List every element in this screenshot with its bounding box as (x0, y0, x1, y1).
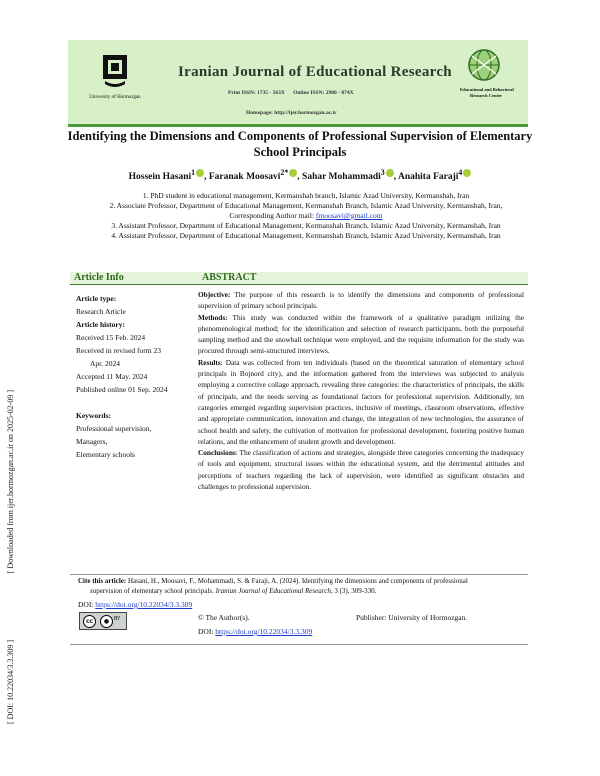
globe-emblem-icon (467, 48, 501, 82)
author-name: Sahar Mohammadi (302, 172, 381, 183)
copyright: © The Author(s). (198, 613, 250, 622)
article-title: Identifying the Dimensions and Components of Professional Supervision of Elementary School Principals (67, 129, 533, 159)
orcid-icon[interactable] (386, 169, 394, 177)
article-history-label: Article history: (76, 320, 125, 329)
orcid-icon[interactable] (289, 169, 297, 177)
article-info-header: Article Info (70, 272, 198, 285)
orcid-icon[interactable] (196, 169, 204, 177)
citation-doi: DOI: https://doi.org/10.22034/3.3.309 (78, 600, 193, 609)
abstract-conclusions: Conclusions: The classification of actions and strategies, alongside three categories concerning the inadequacy of tools and equipment, structural issues within the educational system, and the detrimental attitudes and perceptions of teachers regarding the lack of supervision, were identified as significant obstacles and challenges to professional supervision. (198, 448, 524, 492)
received-date: Received 15 Feb. 2024 (76, 333, 146, 342)
author-sup: 4 (458, 168, 463, 177)
abstract-methods: Methods: This study was conducted within the framework of a qualitative paradigm utilizing the phenomenological method; for the identification and selection of research participants, both the purposeful sampling method and the snowball technique were employed, and the requisite information for the study was procured through semi-structured interviews. (198, 312, 524, 356)
university-logo (86, 54, 144, 100)
abstract-results: Results: Data was collected from ten individuals (based on the theoretical saturation of elementary school principals in Bojnord city), and the information gathered from the interviews was subjected to analysis employing a corrective collage approach, revealing three categories: the characteristics of principals, the skills of principals, and the needs serving as foundational factors for professional supervision. Additionally, ten categories emerged regarding supervision practices, inclusive of meetings, classroom observations, effective and appropriate communication, innovation and change, the integration of new technologies, the assurance of school health and safety, the cultivation of motivation for professional development, fostering positive human relations, and the enhancement of student growth and development. (198, 357, 524, 446)
abstract-header: ABSTRACT (198, 272, 528, 285)
published-date: Published online 01 Sep. 2024 (76, 385, 168, 394)
affiliation-item: 3. Assistant Professor, Department of Educational Management, Kermanshah Branch, Islamic Azad University, Kermanshah, Iran (111, 221, 501, 230)
print-issn: Print ISSN: 1735 - 563X (228, 90, 285, 96)
article-type-value: Research Article (76, 307, 126, 316)
author-list: Hossein Hasani$^1$ , Faranak Moosavi$^{2*}$ , Sahar Mohammadi$^3$ , Anahita Faraji$^4$ (60, 168, 540, 182)
journal-title: Iranian Journal of Educational Research (178, 64, 452, 80)
cc-license-badge[interactable] (79, 612, 127, 630)
keywords-label: Keywords: (76, 411, 111, 420)
issn-line (228, 90, 354, 96)
doi-link[interactable]: https://doi.org/10.22034/3.3.309 (95, 600, 193, 609)
cc-icon: cc (83, 615, 96, 628)
author-name: Hossein Hasani (128, 172, 192, 183)
orcid-icon[interactable] (463, 169, 471, 177)
by-label: BY (114, 616, 121, 622)
by-person-icon: ● (100, 615, 113, 628)
citation: Cite this article: Hasani, H., Moosavi, F., Mohammadi, S. & Faraji, A. (2024). Identifying the dimensions and components of professional supervision of elementary school principals. Iranian Journal of Educational Research, 3 (3), 309-330. (78, 577, 468, 595)
center-caption-2: Research Center (470, 93, 503, 98)
article-type-label: Article type: (76, 294, 117, 303)
accepted-date: Accepted 11 May. 2024 (76, 372, 148, 381)
keyword: Elementary schools (76, 450, 135, 459)
revised-date: Received in revised form 23 (76, 346, 161, 355)
author-sup: 2* (280, 168, 289, 177)
author-sup: 1 (191, 168, 196, 177)
online-issn: Online ISSN: 2980 - 874X (293, 90, 354, 96)
affiliation-item: 4. Assistant Professor, Department of Educational Management, Kermanshah Branch, Islamic Azad University, Kermanshah, Iran (111, 231, 501, 240)
abstract-objective: Objective: The purpose of this research is to identify the dimensions and components of professional supervision of primary school principals. (198, 290, 524, 311)
author-sup: 3 (380, 168, 385, 177)
university-caption: University of Hormozgan (89, 95, 141, 100)
side-note-doi: [ DOI: 10.22034/3.3.309 ] (6, 640, 15, 724)
keyword: Professional supervision, (76, 424, 152, 433)
citation-label: Cite this article: (78, 577, 127, 585)
doi-link[interactable]: https://doi.org/10.22034/3.3.309 (215, 627, 313, 636)
author-name: Faranak Moosavi (208, 172, 281, 183)
journal-banner (68, 40, 528, 127)
research-center-logo (446, 48, 522, 99)
footer-doi: DOI: https://doi.org/10.22034/3.3.309 (198, 627, 313, 636)
center-caption-1: Educational and Behavioral (460, 87, 514, 92)
journal-homepage[interactable]: Homepage: http://ijer.hormozgan.ac.ir (246, 110, 337, 116)
divider (70, 574, 528, 575)
side-note-downloaded: [ Downloaded from ijer.hormozgan.ac.ir on 2025-02-09 ] (6, 390, 15, 574)
keyword: Managers, (76, 437, 108, 446)
publisher: Publisher: University of Hormozgan. (356, 613, 468, 622)
affiliations (96, 191, 516, 241)
corresponding-email-link[interactable]: fmoosavi@gmail.com (315, 211, 383, 220)
abstract-body (198, 289, 524, 492)
journal-name-italic: Iranian Journal of Educational Research (215, 587, 331, 595)
university-emblem-icon (102, 54, 128, 88)
revised-date-cont: Apr. 2024 (90, 359, 120, 368)
affiliation-item: 2. Associate Professor, Department of Educational Management, Kermanshah Branch, Islamic Azad University, Kermanshah, Iran, Corresponding Author mail: fmoosavi@gmail.com (109, 201, 503, 220)
divider (70, 644, 528, 645)
affiliation-item: 1. PhD student in educational management, Kermanshah branch, Islamic Azad University, Kermanshah, Iran (142, 191, 470, 200)
author-name: Anahita Faraji (397, 172, 459, 183)
article-info (76, 292, 196, 461)
